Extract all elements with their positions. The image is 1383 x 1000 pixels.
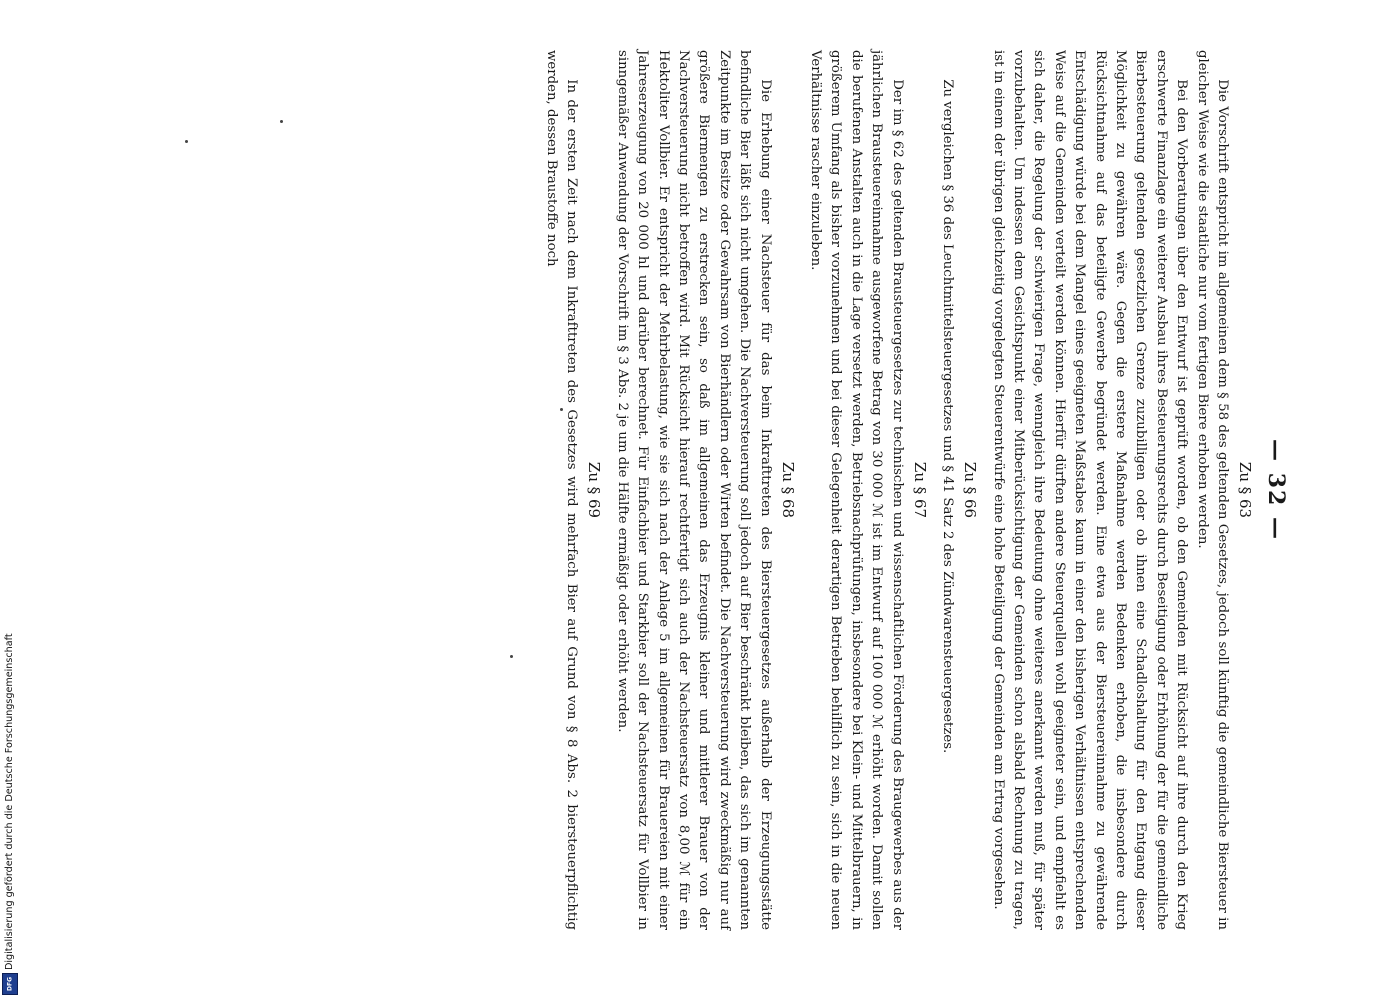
section-67 — [805, 50, 931, 930]
scanned-page — [100, 40, 1290, 940]
paragraph: In der ersten Zeit nach dem Inkrafttreten des Gesetzes wird mehrfach Bier auf Grund von § 8 Abs. 2 biersteuerpflichtig werden, dessen Braustoffe noch — [544, 50, 580, 930]
paragraph: Bei den Vorberatungen über den Entwurf ist geprüft worden, ob den Gemeinden mit Rücksicht auf ihre durch den Krieg erschwerte Finanzlage ein weiterer Ausbau ihres Besteuerungsrechts durch Beseitigung oder Erhöhung der für die gemeindliche Bierbesteuerung geltenden gesetzlichen Grenze zuzubilligen oder ob ihnen eine Schadloshaltung für den Entgang dieser Möglichkeit zu gewähren wäre. Gegen die erstere Maßnahme werden Bedenken erhoben, die insbesondere durch Rücksichtnahme auf das beteiligte Gewerbe begründet werden. Eine etwa aus der Biersteuereinnahme zu gewährende Entschädigung würde bei dem Mangel eines geeigneten Maßstabes kaum in einer den bisherigen Verhältnissen entsprechenden Weise auf die Gemeinden verteilt werden können. Hierfür dürften andere Steuerquellen wohl geeigneter sein, und empfiehlt es sich daher, die Regelung der schwierigen Frage, wenngleich ihre Bedeutung ohne weiteres anerkannt werden muß, für später vorzubehalten. Um indessen dem Gesichtspunkt einer Mitberücksichtigung der Gemeinden schon alsbald Rechnung zu tragen, ist in einem der übrigen gleichzeitig vorgelegten Steuerentwürfe eine hohe Beteiligung der Gemeinden am Ertrag vorgesehen. — [990, 50, 1190, 930]
paragraph: Die Vorschrift entspricht im allgemeinen dem § 58 des geltenden Gesetzes, jedoch soll künftig die gemeindliche Biersteuer in gleicher Weise wie die staatliche nur vom fertigen Biere erhoben werden. — [1194, 50, 1230, 930]
svg-text:DFG: DFG — [6, 976, 14, 992]
paragraph: Die Erhebung einer Nachsteuer für das beim Inkrafttreten des Biersteuergesetzes außerhalb der Erzeugungsstätte befindliche Bier läßt sich nicht umgehen. Die Nachversteuerung soll jedoch auf Bier beschränkt bleiben, das sich im genannten Zeitpunkte im Besitze oder Gewahrsam von Bierhändlern oder Wirten befindet. Die Nachversteuerung wird zweckmäßig nur auf größere Biermengen zu erstrecken sein, so daß im allgemeinen das Erzeugnis kleiner und mittlerer Brauer von der Nachversteuerung nicht betroffen wird. Mit Rücksicht hierauf rechtfertigt sich auch der Nachsteuersatz von 8,00 ℳ für ein Hektoliter Vollbier. Er entspricht der Mehrbelastung, wie sie sich nach der Anlage 5 im allgemeinen für Brauereien mit einer Jahreserzeugung von 20 000 hl und darüber berechnet. Für Einfachbier und Starkbier soll der Nachsteuersatz für Vollbier in sinngemäßer Anwendung der Vorschrift im § 3 Abs. 2 je um die Hälfte ermäßigt oder erhöht werden. — [614, 50, 773, 930]
section-heading: Zu § 63 — [1236, 461, 1254, 519]
section-heading: Zu § 66 — [961, 461, 980, 519]
section-heading: Zu § 69 — [585, 461, 604, 519]
digitization-stamp — [2, 600, 18, 995]
section-69 — [541, 50, 606, 930]
paragraph: Zu vergleichen § 36 des Leuchtmittelsteuergesetzes und § 41 Satz 2 des Zündwarensteuergesetzes. — [940, 79, 956, 754]
dfg-logo-icon — [2, 973, 18, 995]
paragraph: Der im § 62 des geltenden Brausteuergesetzes zur technischen und wissenschaftlichen Förderung des Braugewerbes aus der jährlichen Brausteuereinnahme ausgeworfene Betrag von 30 000 ℳ ist im Entwurf auf 100 000 ℳ erhöht worden. Damit sollen die berufenen Anstalten auch in die Lage versetzt werden, Betriebsnachprüfungen, insbesondere bei Klein- und Mittelbrauern, in größerem Umfang als bisher vorzunehmen und bei dieser Gelegenheit derartigen Betrieben behilflich zu sein, sich in die neuen Verhältnisse rascher einzuleben. — [808, 50, 905, 930]
section-63 — [987, 50, 1256, 930]
page-number: — 32 — — [1263, 439, 1289, 541]
section-66 — [937, 50, 981, 930]
section-heading: Zu § 68 — [778, 461, 797, 519]
section-68 — [611, 50, 798, 930]
stamp-text: Digitalisierung gefördert durch die Deutsche Forschungsgemeinschaft — [4, 633, 15, 970]
section-heading: Zu § 67 — [910, 461, 929, 519]
